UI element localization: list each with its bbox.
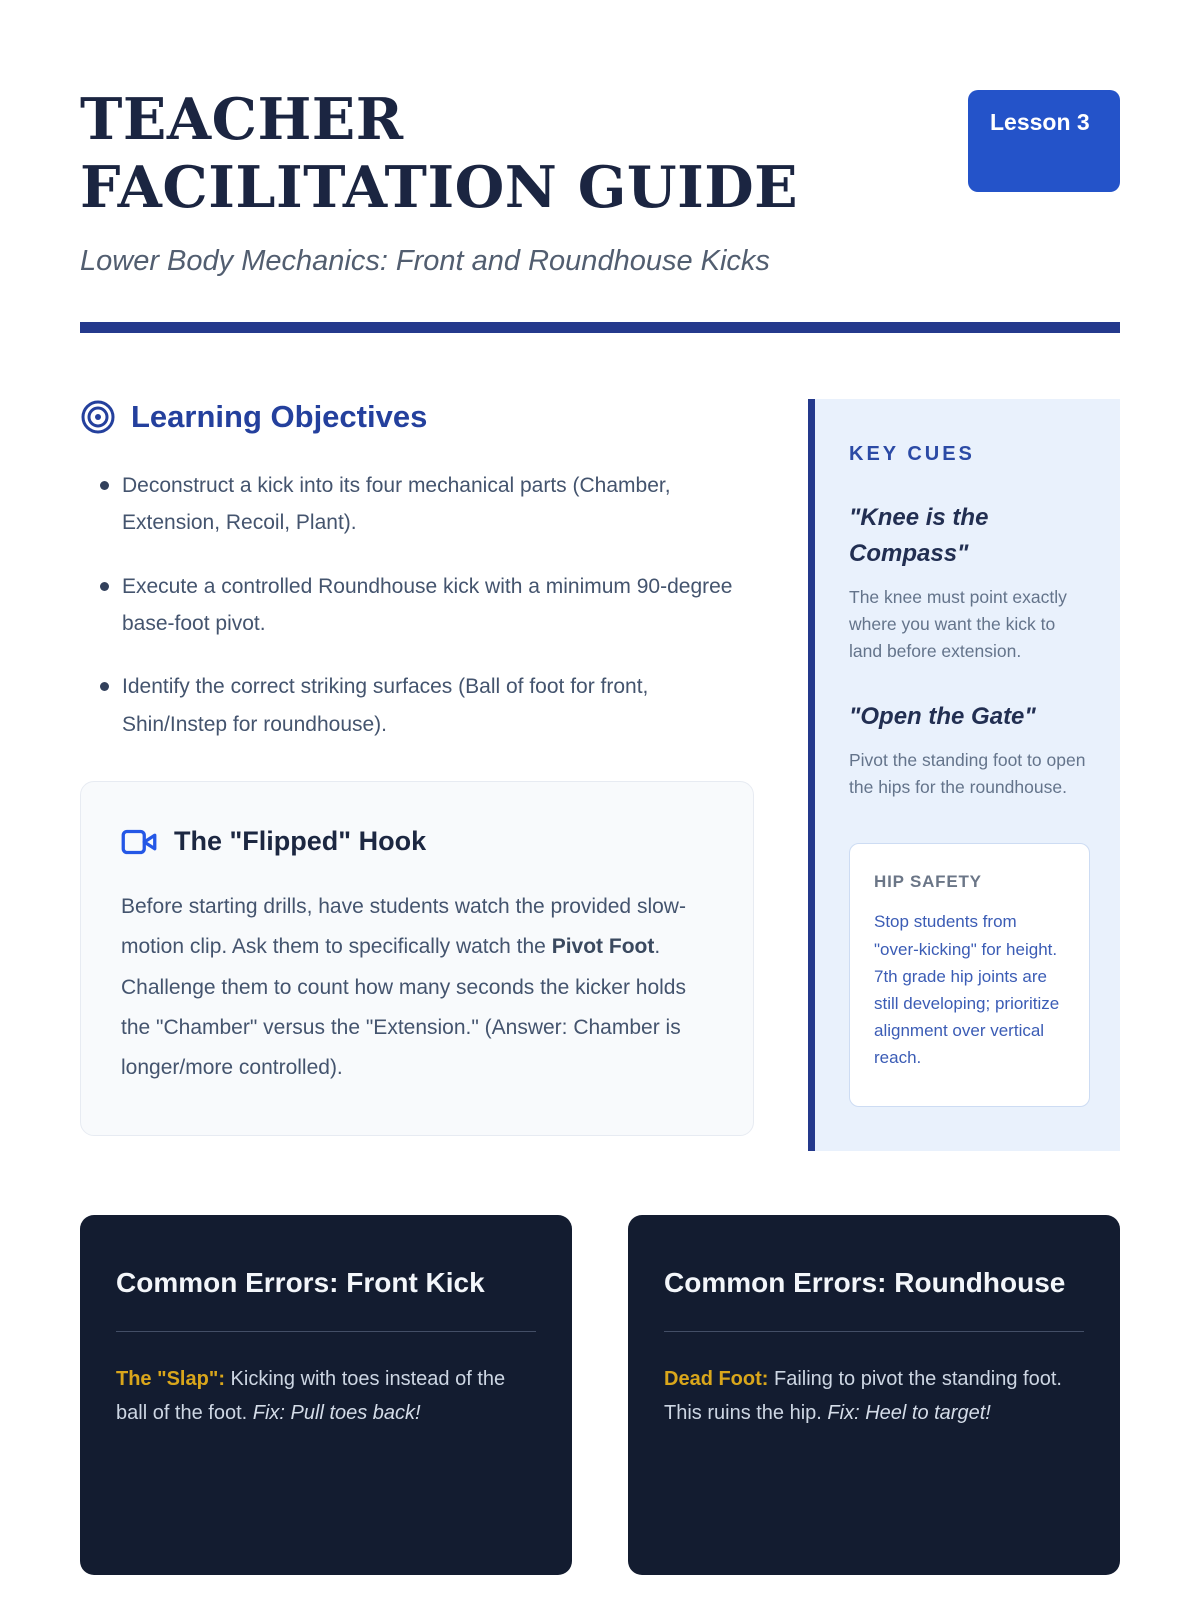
cue-title: "Open the Gate" [849,703,1036,731]
error-fix: Fix: Heel to target! [827,1402,991,1425]
objective-item: Execute a controlled Roundhouse kick with a minimum 90-degree base-foot pivot. [100,568,754,643]
key-cues-heading: KEY CUES [849,442,975,465]
error-cards-row [80,1215,1120,1575]
hip-safety-text: Stop students from "over-kicking" for height. 7th grade hip joints are still developing; prioritize alignment over vertical reach. [874,912,1060,1068]
error-card-title: Common Errors: Front Kick [116,1266,485,1298]
card-divider [664,1331,1084,1332]
error-description: Failing to pivot the standing foot. This ruins the hip. [664,1367,1062,1425]
cue-block [849,500,1090,665]
page-subtitle: Lower Body Mechanics: Front and Roundhouse Kicks [80,244,770,277]
hook-text-tail: . Challenge them to count how many seconds the kicker holds the "Chamber" versus the "Extension." (Answer: Chamber is longer/more controlled). [121,935,686,1080]
error-card-body [664,1362,1084,1431]
error-term: The "Slap": [116,1367,225,1390]
hook-text-bold: Pivot Foot [551,935,655,959]
flipped-hook-card [80,781,754,1136]
hip-safety-label: HIP SAFETY [874,872,982,892]
card-divider [116,1331,536,1332]
error-fix: Fix: Pull toes back! [252,1402,421,1425]
key-cues-sidebar [808,399,1120,1151]
flipped-hook-body [121,887,713,1089]
video-camera-icon [121,827,157,857]
flipped-hook-heading [121,826,713,857]
learning-objectives-label: Learning Objectives [131,398,428,434]
objective-item: Deconstruct a kick into its four mechanical parts (Chamber, Extension, Recoil, Plant). [100,467,754,542]
error-card-roundhouse [628,1215,1120,1575]
error-description: Kicking with toes instead of the ball of the foot. [116,1367,506,1425]
page-title: TEACHER FACILITATION GUIDE [80,86,799,222]
error-term: Dead Foot: [664,1367,769,1390]
cue-text: Pivot the standing foot to open the hips for the roundhouse. [849,750,1086,798]
hook-text-lead: Before starting drills, have students watch the provided slow-motion clip. Ask them to specifically watch the [121,895,686,959]
error-card-body [116,1362,536,1431]
lesson-badge: Lesson 3 [968,90,1120,192]
cue-text: The knee must point exactly where you want the kick to land before extension. [849,586,1067,662]
content-grid [80,399,1120,1151]
error-card-front-kick [80,1215,572,1575]
cue-title: "Knee is the Compass" [849,503,989,567]
objectives-list [80,467,754,743]
hip-safety-card [849,843,1090,1106]
flipped-hook-title: The "Flipped" Hook [174,826,427,857]
header-divider-rule [80,322,1120,333]
document-header [80,86,1120,333]
learning-objectives-heading [80,399,754,435]
error-card-title: Common Errors: Roundhouse [664,1266,1066,1298]
cue-block [849,699,1090,801]
target-icon [80,399,116,435]
objective-item: Identify the correct striking surfaces (Ball of foot for front, Shin/Instep for roundhouse). [100,668,754,743]
main-column [80,399,754,1136]
